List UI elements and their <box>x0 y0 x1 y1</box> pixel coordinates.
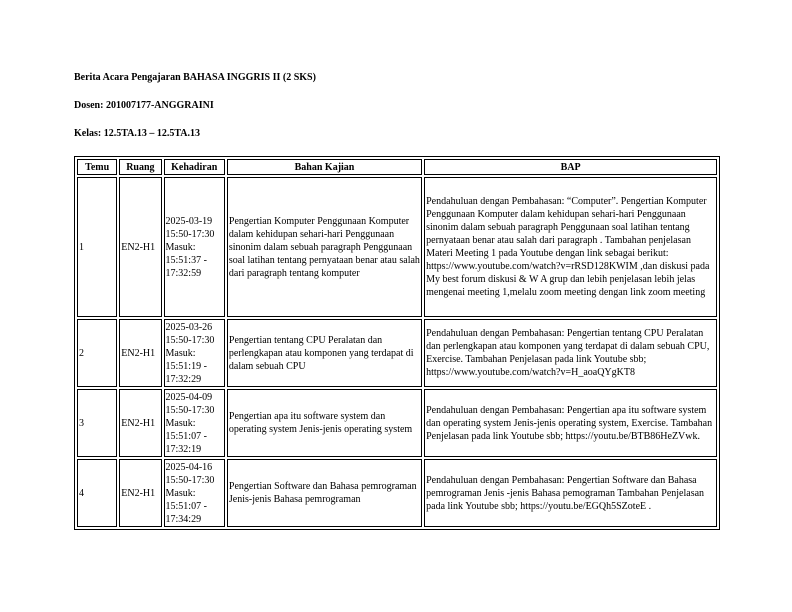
masuk-out: 17:32:59 <box>165 267 202 279</box>
masuk-out: 17:32:19 <box>165 443 202 455</box>
column-header-bap: BAP <box>424 159 717 175</box>
cell-temu: 1 <box>77 177 117 317</box>
cell-temu: 2 <box>77 319 117 387</box>
cell-bahan-kajian: Pengertian apa itu software system dan operating system Jenis-jenis operating system <box>227 389 422 457</box>
table-header-row <box>77 159 717 175</box>
cell-ruang: EN2-H1 <box>119 389 161 457</box>
table-row <box>77 459 717 527</box>
masuk-in: 15:51:19 - <box>165 360 207 372</box>
masuk-label: Masuk: <box>165 417 196 429</box>
cell-kehadiran <box>164 177 225 317</box>
cell-ruang: EN2-H1 <box>119 319 161 387</box>
session-date: 2025-03-19 <box>165 215 213 227</box>
cell-ruang: EN2-H1 <box>119 177 161 317</box>
session-date: 2025-03-26 <box>165 321 213 333</box>
cell-temu: 3 <box>77 389 117 457</box>
cell-bahan-kajian: Pengertian Komputer Penggunaan Komputer dalam kehidupan sehari-hari Penggunaan sinonim dalam sebuah paragraph Penggunaan soal latihan tentang pernyataan benar atau salah dari paragraph tentang komputer <box>227 177 422 317</box>
table-row <box>77 177 717 317</box>
cell-bap: Pendahuluan dengan Pembahasan: “Computer”. Pengertian Komputer Penggunaan Komputer dalam kehidupan sehari-hari Penggunaan sinonim dalam sebuah paragraph Penggunaan soal latihan tentang pernyataan benar atau salah dari paragraph . Tambahan penjelasan Materi Meeting 1 pada Youtube dengan link sebagai berikut: https://www.youtube.com/watch?v=rRSD128KWIM ,dan diskusi pada My best forum diskusi & W A grup dan lebih penjelasan lebih jelas mengenai meeting 1,melalu zoom meeting dengan link zoom meeting <box>424 177 717 317</box>
cell-ruang: EN2-H1 <box>119 459 161 527</box>
masuk-out: 17:32:29 <box>165 373 202 385</box>
masuk-label: Masuk: <box>165 241 196 253</box>
session-time: 15:50-17:30 <box>165 404 215 416</box>
masuk-in: 15:51:37 - <box>165 254 207 266</box>
column-header-ruang: Ruang <box>119 159 161 175</box>
cell-bahan-kajian: Pengertian Software dan Bahasa pemrograman Jenis-jenis Bahasa pemrograman <box>227 459 422 527</box>
session-time: 15:50-17:30 <box>165 474 215 486</box>
session-date: 2025-04-16 <box>165 461 213 473</box>
masuk-label: Masuk: <box>165 347 196 359</box>
cell-bap: Pendahuluan dengan Pembahasan: Pengertian Software dan Bahasa pemrograman Jenis -jenis Bahasa pemograman Tambahan Penjelasan pada link Youtube sbb; https://youtu.be/EGQh5SZoteE . <box>424 459 717 527</box>
teaching-record-table <box>74 156 720 530</box>
session-date: 2025-04-09 <box>165 391 213 403</box>
session-time: 15:50-17:30 <box>165 228 215 240</box>
table-row <box>77 319 717 387</box>
session-time: 15:50-17:30 <box>165 334 215 346</box>
cell-kehadiran <box>164 389 225 457</box>
cell-temu: 4 <box>77 459 117 527</box>
course-title: Berita Acara Pengajaran BAHASA INGGRIS II (2 SKS) <box>74 72 316 83</box>
column-header-bahan-kajian: Bahan Kajian <box>227 159 422 175</box>
column-header-temu: Temu <box>77 159 117 175</box>
masuk-out: 17:34:29 <box>165 513 202 525</box>
masuk-in: 15:51:07 - <box>165 500 207 512</box>
lecturer-line: Dosen: 201007177-ANGGRAINI <box>74 100 214 111</box>
cell-bahan-kajian: Pengertian tentang CPU Peralatan dan perlengkapan atau komponen yang terdapat di dalam sebuah CPU <box>227 319 422 387</box>
cell-bap: Pendahuluan dengan Pembahasan: Pengertian apa itu software system dan operating system Jenis-jenis operating system, Exercise. Tambahan Penjelasan pada link Youtube sbb; https://youtu.be/BTB86HeZVwk. <box>424 389 717 457</box>
table-row <box>77 389 717 457</box>
masuk-label: Masuk: <box>165 487 196 499</box>
column-header-kehadiran: Kehadiran <box>164 159 225 175</box>
class-line: Kelas: 12.5TA.13 – 12.5TA.13 <box>74 128 201 139</box>
masuk-in: 15:51:07 - <box>165 430 207 442</box>
cell-kehadiran <box>164 459 225 527</box>
cell-kehadiran <box>164 319 225 387</box>
cell-bap: Pendahuluan dengan Pembahasan: Pengertian tentang CPU Peralatan dan perlengkapan atau komponen yang terdapat di dalam sebuah CPU, Exercise. Tambahan Penjelasan pada link Youtube sbb; https://www.youtube.com/watch?v=H_aoaQYgKT8 <box>424 319 717 387</box>
